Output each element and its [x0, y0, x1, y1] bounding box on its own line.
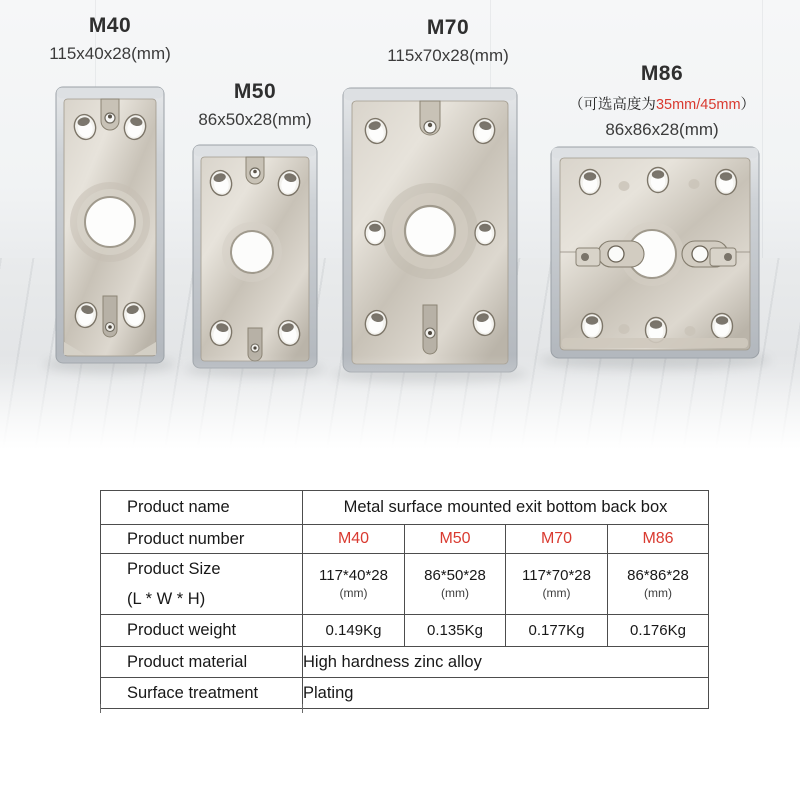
table-row-product-material: [101, 647, 709, 678]
center-hole: [85, 197, 135, 247]
model-name: M40: [88, 14, 132, 37]
model-dimensions: 86x86x28(mm): [605, 120, 719, 139]
product-photo-m50: [192, 140, 318, 372]
product-label-m86: [530, 62, 794, 140]
table-row-product-size: [101, 554, 709, 615]
model-name: M86: [640, 62, 684, 85]
size-unit: (mm): [542, 585, 571, 600]
product-label-m40: [30, 14, 190, 64]
product-number-m70: M70: [506, 525, 608, 554]
weight-m50: 0.135Kg: [405, 615, 506, 647]
product-number-m50: M50: [405, 525, 506, 554]
model-dimensions: 115x70x28(mm): [387, 46, 509, 65]
size-value: 117*70*28: [522, 567, 591, 585]
size-label-line2: (L * W * H): [127, 590, 206, 608]
surface-treatment-value: Plating: [303, 678, 709, 709]
size-m50: [405, 554, 506, 615]
product-number-label: Product number: [101, 525, 303, 554]
product-material-label: Product material: [101, 647, 303, 678]
product-number-m40: M40: [303, 525, 405, 554]
product-photo-m86: [550, 142, 760, 362]
bottom-flange: [562, 338, 748, 348]
weight-m70: 0.177Kg: [506, 615, 608, 647]
size-m86: [608, 554, 709, 615]
size-value: 117*40*28: [319, 567, 388, 585]
weight-m86: 0.176Kg: [608, 615, 709, 647]
size-label-line1: Product Size: [127, 559, 221, 578]
product-number-m86: M86: [608, 525, 709, 554]
size-unit: (mm): [441, 585, 469, 600]
surface-treatment-label: Surface treatment: [101, 678, 303, 709]
right-bracket: [710, 248, 736, 266]
note-prefix: （可选高度为: [568, 97, 656, 113]
table-row-product-number: [101, 525, 709, 554]
size-m40: [303, 554, 405, 615]
table-border-stub: [302, 704, 303, 713]
size-m70: [506, 554, 608, 615]
model-dimensions: 86x50x28(mm): [198, 110, 312, 129]
size-unit: (mm): [339, 585, 368, 600]
spec-table: [100, 490, 709, 709]
product-name-value: Metal surface mounted exit bottom back box: [303, 491, 709, 525]
floor-fade: [0, 355, 800, 470]
size-value: 86*86*28: [627, 567, 689, 585]
model-name: M50: [233, 80, 277, 103]
size-value: 86*50*28: [424, 567, 486, 585]
note-highlight: 35mm/45mm: [655, 97, 741, 113]
table-row-product-name: [101, 491, 709, 525]
table-border-stub: [100, 704, 101, 713]
product-name-label: Product name: [101, 491, 303, 525]
product-material-value: High hardness zinc alloy: [303, 647, 709, 678]
size-unit: (mm): [644, 585, 672, 600]
product-label-m70: [368, 16, 528, 66]
product-weight-label: Product weight: [101, 615, 303, 647]
table-row-surface-treatment: [101, 678, 709, 709]
model-dimensions: 115x40x28(mm): [49, 44, 171, 63]
table-row-product-weight: [101, 615, 709, 647]
product-photo-m70: [342, 83, 518, 377]
height-option-note: [530, 93, 794, 114]
product-photo-m40: [55, 82, 165, 368]
center-hole: [405, 206, 455, 256]
center-hole: [231, 231, 273, 273]
note-suffix: ）: [740, 97, 756, 113]
model-name: M70: [426, 16, 470, 39]
product-label-m50: [175, 80, 335, 130]
product-size-label: [101, 554, 303, 615]
weight-m40: 0.149Kg: [303, 615, 405, 647]
